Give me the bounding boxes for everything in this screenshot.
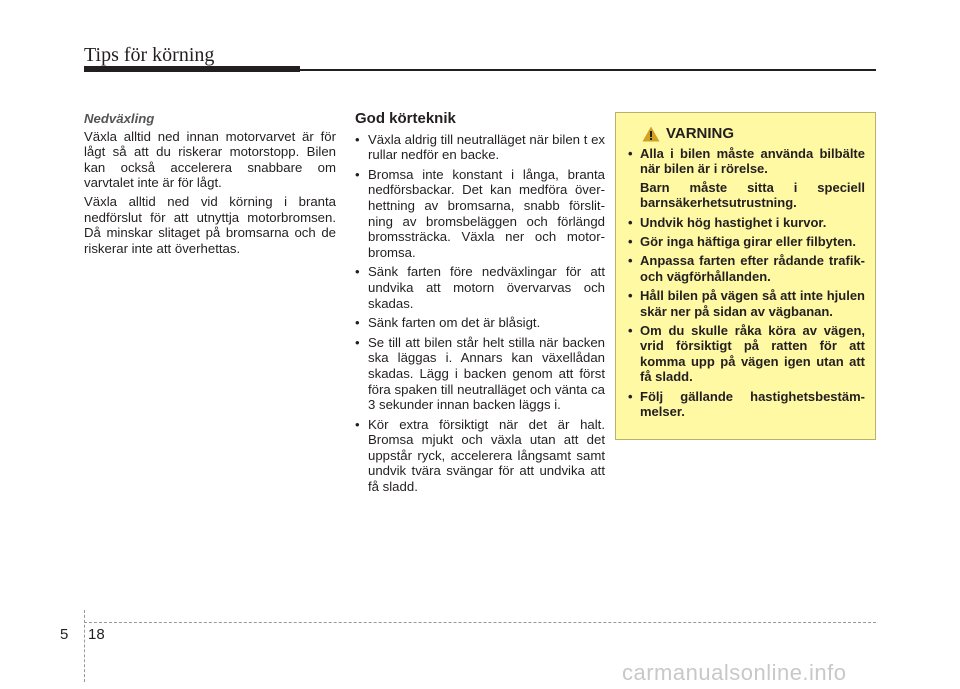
list-item: • Kör extra försiktigt när det är halt. Bromsa mjukt och växla utan att det uppstår ryck, accelerera långsamt samt undvik tvära svängar för att undvika att få sladd. (355, 417, 605, 495)
list-item: • Bromsa inte konstant i långa, branta nedförsbackar. Det kan medföra över-hettning av bromsarna, snabb förslit-ning av bromsbeläggen och förlängd bromssträcka. Växla ner och motor-bromsa. (355, 167, 605, 261)
section-title: God körteknik (355, 110, 456, 127)
footer-rule (84, 622, 876, 623)
warning-item-subtext: Barn måste sitta i speciell barnsäkerhetsutrustning. (640, 179, 865, 211)
page-number: 18 (88, 626, 105, 643)
warning-item-text: Alla i bilen måste använda bilbälte när bilen är i rörelse. (640, 146, 865, 177)
list-item: • Växla aldrig till neutralläget när bilen t ex rullar nedför en backe. (355, 132, 605, 163)
footer-divider (84, 610, 85, 682)
middle-column (355, 111, 605, 499)
warning-item: • Anpassa farten efter rådande trafik- och vägförhållanden. (628, 253, 865, 284)
warning-item (628, 146, 865, 211)
warning-list (628, 146, 865, 420)
warning-title: VARNING (666, 125, 735, 142)
subheading-nedvaxling: Nedväxling (84, 111, 155, 126)
list-item: • Se till att bilen står helt stilla när backen ska läggas i. Annars kan växellådan skadas. Lägg i backen genom att först föra spaken till neutralläget och vänta ca 3 sekunder innan backen läggs i. (355, 335, 605, 413)
bullet-list (355, 132, 605, 495)
watermark: carmanualsonline.info (622, 660, 847, 685)
warning-item: • Gör inga häftiga girar eller filbyten. (628, 234, 865, 249)
warning-item: • Undvik hög hastighet i kurvor. (628, 215, 865, 230)
chapter-number: 5 (60, 626, 69, 643)
warning-box (615, 112, 876, 440)
warning-item: • Följ gällande hastighetsbestäm-melser. (628, 389, 865, 420)
paragraph: Växla alltid ned innan motorvarvet är för lågt så att du riskerar motorstopp. Bilen kan också accelerera snabbare om varvtalet inte är för lågt. (84, 128, 336, 191)
header-rule-thick (84, 66, 300, 72)
warning-item: • Om du skulle råka köra av vägen, vrid försiktigt på ratten för att komma upp på vägen igen utan att få sladd. (628, 323, 865, 385)
list-item: • Sänk farten före nedväxlingar för att undvika att motorn övervarvas och skadas. (355, 264, 605, 311)
warning-triangle-icon (642, 126, 660, 142)
paragraph: Växla alltid ned vid körning i branta nedförslut för att utnyttja motorbromsen. Då minskar slitaget på bromsarna och de riskerar inte att överhettas. (84, 193, 336, 256)
warning-item: • Håll bilen på vägen så att inte hjulen skär ner på sidan av vägbanan. (628, 288, 865, 319)
list-item: • Sänk farten om det är blåsigt. (355, 315, 605, 331)
header-rule-thin (300, 69, 876, 71)
warning-header (628, 125, 865, 142)
left-column (84, 111, 336, 259)
page-header-title: Tips för körning (84, 44, 215, 66)
